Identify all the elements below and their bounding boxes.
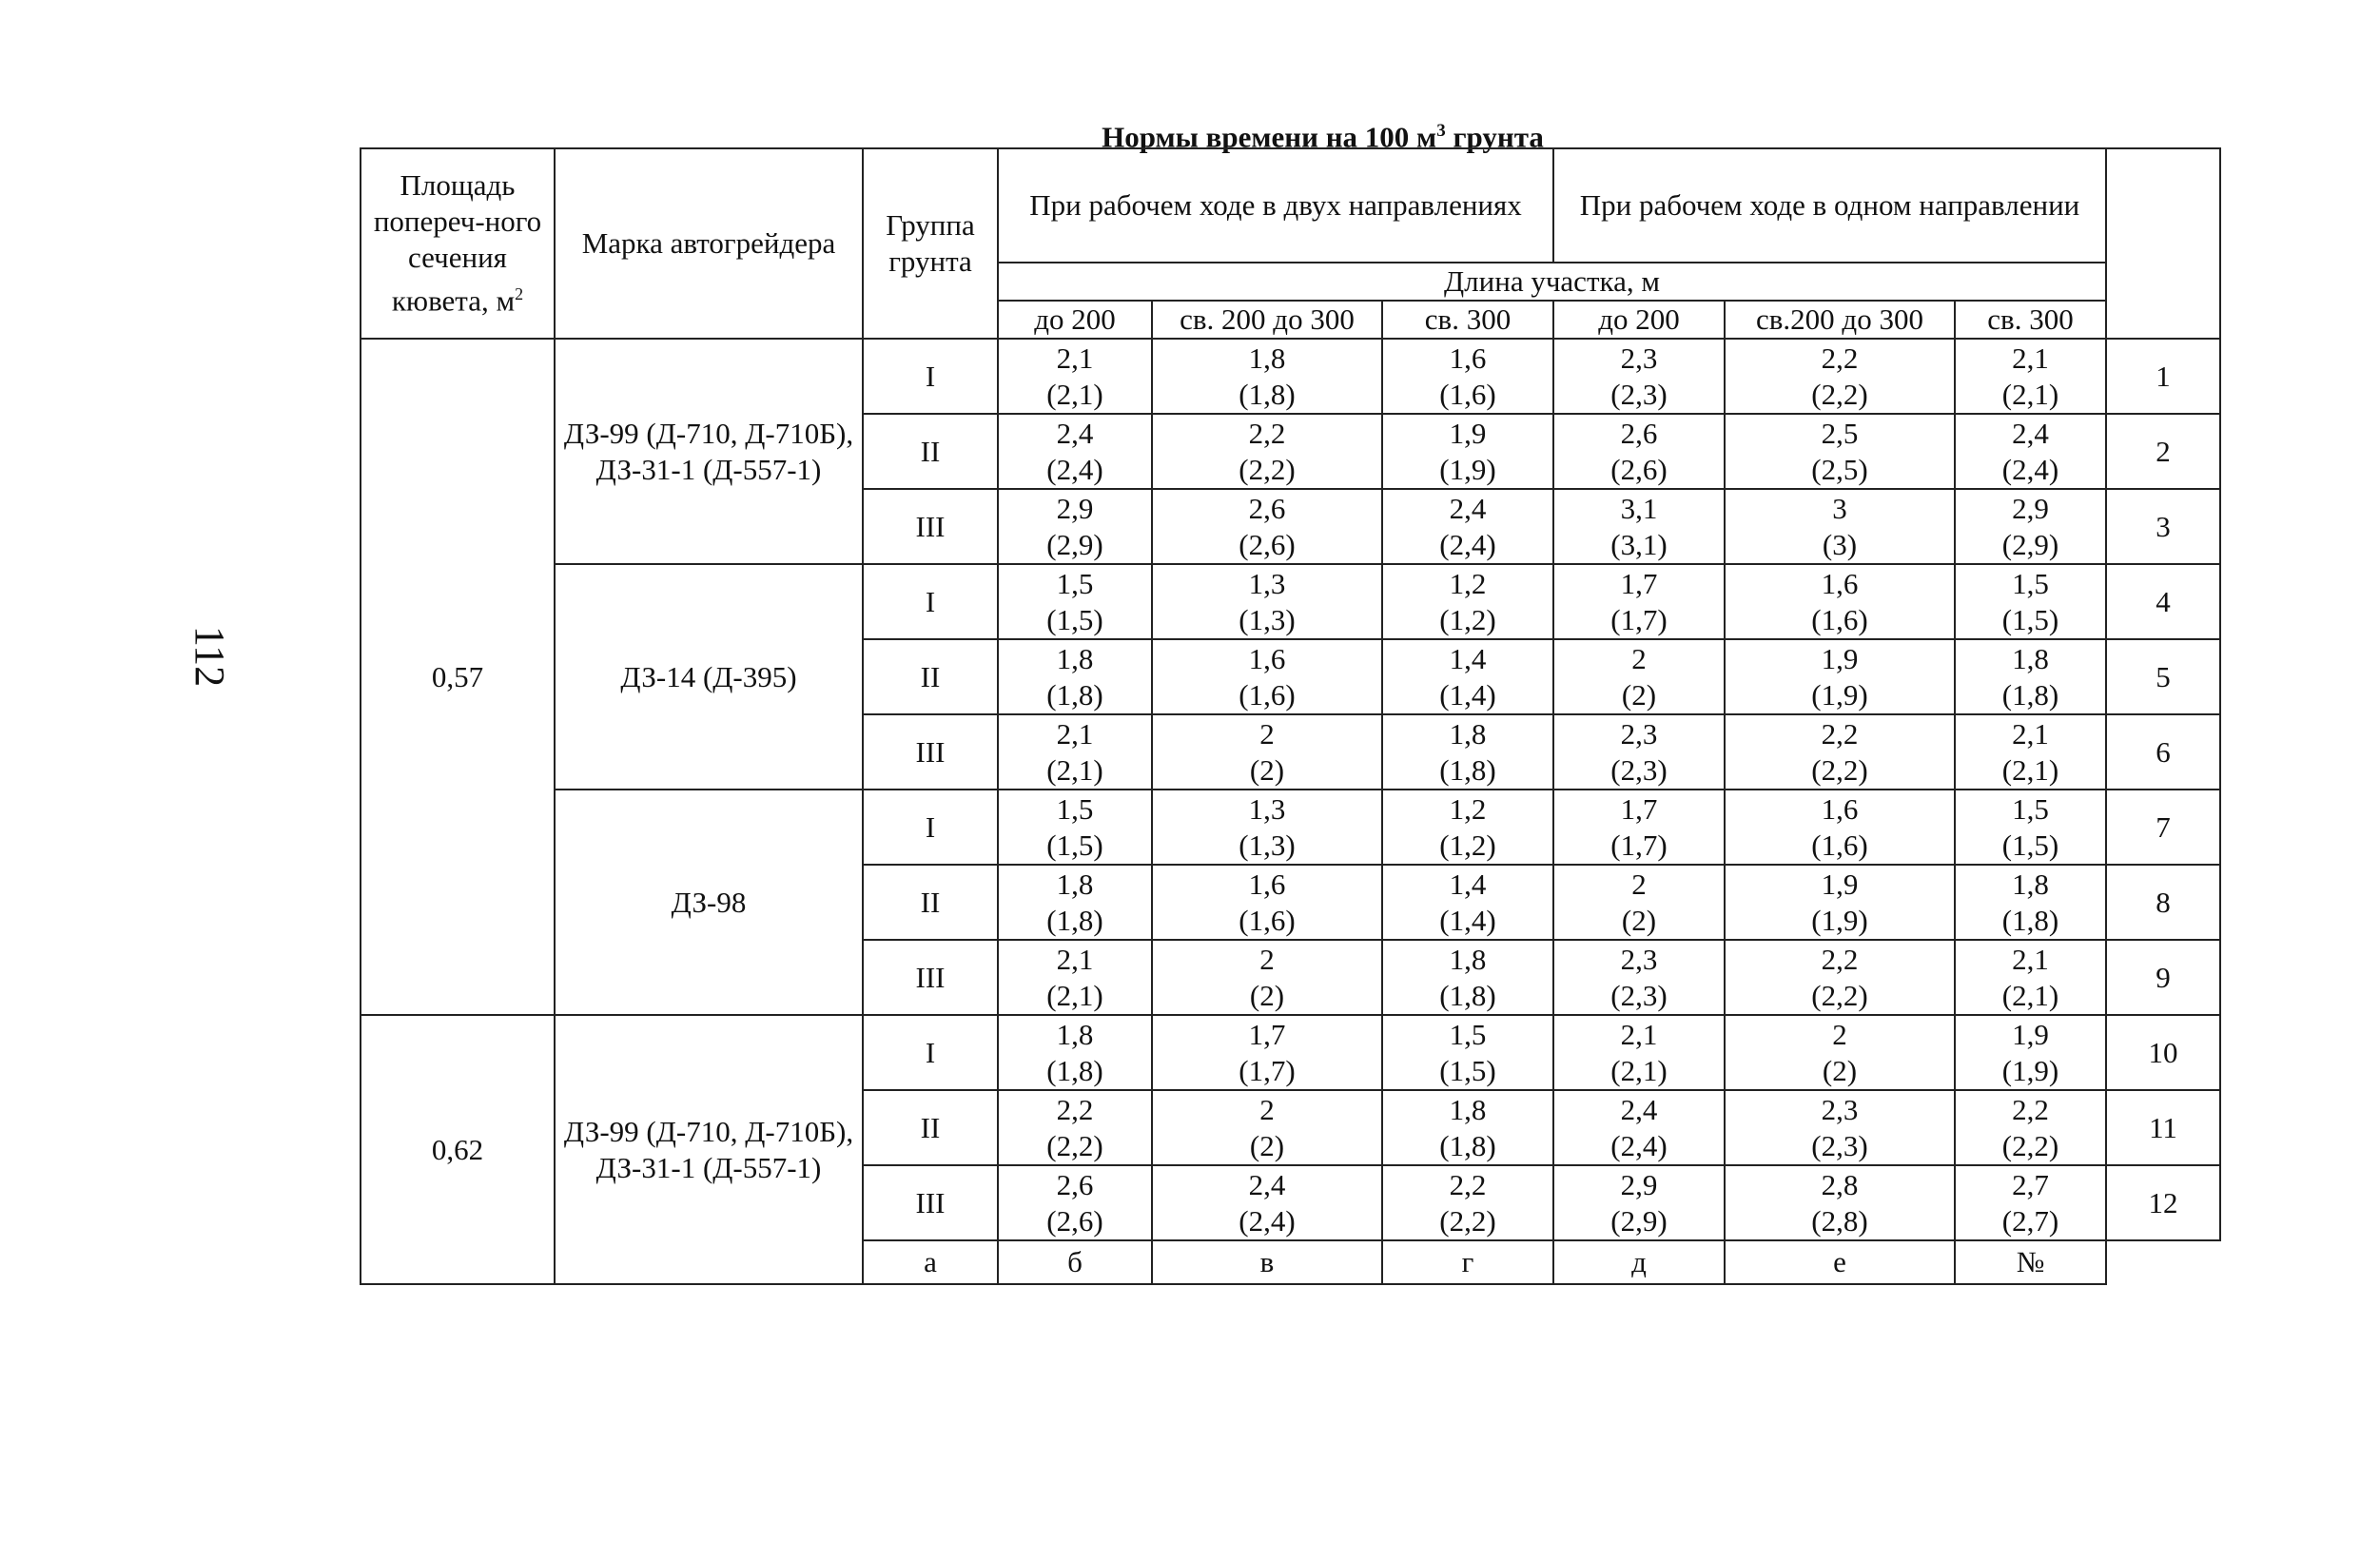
value-cell [1382, 1090, 1553, 1165]
value-paren: (2,4) [1610, 1128, 1668, 1162]
header-row-1 [361, 148, 2220, 263]
value-main: 2,3 [1620, 341, 1658, 375]
group-cell: III [863, 940, 998, 1015]
value-paren: (1,7) [1610, 828, 1668, 862]
value-paren: (2,3) [1610, 377, 1668, 411]
header-sub-6: св. 300 [1955, 301, 2106, 339]
column-letter: д [1553, 1240, 1725, 1284]
value-cell [998, 714, 1152, 790]
value-cell [1725, 339, 1955, 414]
value-cell [1553, 940, 1725, 1015]
group-cell: II [863, 414, 998, 489]
value-main: 2,4 [1248, 1167, 1286, 1201]
table-title-tail: грунта [1445, 120, 1544, 154]
norms-table [360, 147, 2221, 1285]
value-paren: (2,1) [1610, 1053, 1668, 1087]
value-paren: (1,6) [1239, 903, 1296, 937]
value-paren: (2,1) [1046, 377, 1103, 411]
value-cell [1152, 865, 1382, 940]
value-main: 2,2 [1248, 416, 1286, 450]
value-main: 2,2 [1056, 1092, 1094, 1126]
value-main: 1,8 [1056, 1017, 1094, 1051]
value-main: 1,9 [2012, 1017, 2049, 1051]
value-cell [1152, 790, 1382, 865]
value-main: 2,1 [2012, 341, 2049, 375]
value-main: 2 [1259, 942, 1275, 976]
value-paren: (1,3) [1239, 828, 1296, 862]
header-area-text: Площадь попереч-ного сечения кювета, м [373, 168, 542, 318]
value-main: 1,6 [1449, 341, 1487, 375]
value-cell [1152, 1015, 1382, 1090]
value-cell [1725, 790, 1955, 865]
value-paren: (1,9) [2001, 1053, 2059, 1087]
brand-cell: ДЗ-99 (Д-710, Д-710Б), ДЗ-31-1 (Д-557-1) [555, 1015, 863, 1284]
table-title-text: Нормы времени на 100 м [1102, 120, 1437, 154]
value-paren: (2,1) [2001, 377, 2059, 411]
value-main: 2,2 [1821, 716, 1859, 751]
value-paren: (1,5) [1439, 1053, 1496, 1087]
brand-cell: ДЗ-14 (Д-395) [555, 564, 863, 790]
value-cell [1955, 940, 2106, 1015]
value-paren: (2) [1249, 1128, 1285, 1162]
table-title-sup: 3 [1436, 121, 1446, 141]
value-paren: (1,2) [1439, 602, 1496, 636]
value-cell [1725, 1015, 1955, 1090]
value-cell [1553, 414, 1725, 489]
row-number: 10 [2106, 1015, 2220, 1090]
value-paren: (1,8) [1046, 903, 1103, 937]
value-main: 2,1 [1056, 942, 1094, 976]
value-cell [1382, 1165, 1553, 1240]
value-main: 2,1 [1620, 1017, 1658, 1051]
value-main: 2,2 [1449, 1167, 1487, 1201]
value-cell [1152, 339, 1382, 414]
value-paren: (2,2) [1239, 452, 1296, 486]
value-main: 2,2 [1821, 341, 1859, 375]
value-cell [1382, 339, 1553, 414]
value-main: 1,8 [1056, 867, 1094, 901]
value-cell [998, 339, 1152, 414]
value-paren: (1,2) [1439, 828, 1496, 862]
value-main: 2,3 [1620, 716, 1658, 751]
header-area [361, 148, 555, 339]
group-cell: I [863, 564, 998, 639]
value-paren: (2,5) [1811, 452, 1868, 486]
row-number: 9 [2106, 940, 2220, 1015]
value-main: 2,6 [1056, 1167, 1094, 1201]
number-symbol: № [1955, 1240, 2106, 1284]
value-main: 2,2 [1821, 942, 1859, 976]
value-main: 1,5 [1449, 1017, 1487, 1051]
value-main: 2,4 [1056, 416, 1094, 450]
value-main: 2,3 [1620, 942, 1658, 976]
value-cell [998, 489, 1152, 564]
value-cell [1955, 1015, 2106, 1090]
value-main: 1,6 [1248, 867, 1286, 901]
value-cell [1152, 414, 1382, 489]
value-cell [1152, 639, 1382, 714]
column-letter: в [1152, 1240, 1382, 1284]
value-cell [998, 639, 1152, 714]
value-cell [998, 940, 1152, 1015]
value-cell [1955, 414, 2106, 489]
header-number-blank [2106, 148, 2220, 339]
value-cell [1725, 489, 1955, 564]
value-paren: (1,6) [1239, 677, 1296, 712]
value-paren: (1,8) [2001, 903, 2059, 937]
group-cell: II [863, 865, 998, 940]
value-main: 1,8 [1449, 1092, 1487, 1126]
value-paren: (1,4) [1439, 903, 1496, 937]
value-paren: (2,4) [1439, 527, 1496, 561]
value-paren: (1,8) [1239, 377, 1296, 411]
value-paren: (2,3) [1811, 1128, 1868, 1162]
value-cell [1725, 865, 1955, 940]
value-paren: (1,8) [1046, 677, 1103, 712]
value-paren: (2) [1621, 903, 1657, 937]
table-body [361, 148, 2220, 1284]
value-main: 2,1 [2012, 942, 2049, 976]
value-paren: (2,3) [1610, 978, 1668, 1012]
value-main: 2,1 [1056, 341, 1094, 375]
value-cell [998, 865, 1152, 940]
value-paren: (2,9) [2001, 527, 2059, 561]
value-main: 2,5 [1821, 416, 1859, 450]
value-main: 1,8 [1449, 716, 1487, 751]
value-cell [1382, 1015, 1553, 1090]
value-main: 1,2 [1449, 566, 1487, 600]
value-cell [1382, 865, 1553, 940]
value-paren: (1,5) [1046, 602, 1103, 636]
value-main: 1,4 [1449, 641, 1487, 675]
value-cell [1553, 1165, 1725, 1240]
row-number: 2 [2106, 414, 2220, 489]
value-cell [1382, 489, 1553, 564]
header-length: Длина участка, м [998, 263, 2106, 301]
group-cell: I [863, 790, 998, 865]
value-cell [998, 1090, 1152, 1165]
value-cell [1955, 1090, 2106, 1165]
value-paren: (1,7) [1239, 1053, 1296, 1087]
column-letter: е [1725, 1240, 1955, 1284]
page-number: 112 [186, 625, 233, 688]
row-number: 1 [2106, 339, 2220, 414]
column-letter: г [1382, 1240, 1553, 1284]
value-main: 2,4 [1620, 1092, 1658, 1126]
value-cell [1725, 639, 1955, 714]
value-main: 1,9 [1449, 416, 1487, 450]
column-letter: а [863, 1240, 998, 1284]
value-paren: (2) [1621, 677, 1657, 712]
area-cell: 0,62 [361, 1015, 555, 1284]
column-letter: б [998, 1240, 1152, 1284]
value-paren: (2,1) [2001, 978, 2059, 1012]
value-main: 1,8 [2012, 641, 2049, 675]
value-paren: (2,2) [1811, 978, 1868, 1012]
table-row [361, 1015, 2220, 1090]
value-main: 2 [1259, 716, 1275, 751]
value-cell [1725, 414, 1955, 489]
value-cell [1553, 1015, 1725, 1090]
value-main: 1,9 [1821, 867, 1859, 901]
value-cell [1382, 564, 1553, 639]
value-main: 2,9 [1056, 491, 1094, 525]
value-main: 2,3 [1821, 1092, 1859, 1126]
value-main: 1,9 [1821, 641, 1859, 675]
value-cell [998, 790, 1152, 865]
value-cell [1152, 714, 1382, 790]
value-paren: (3,1) [1610, 527, 1668, 561]
table-row [361, 564, 2220, 639]
value-cell [1152, 489, 1382, 564]
value-cell [1955, 564, 2106, 639]
value-main: 1,6 [1821, 566, 1859, 600]
value-paren: (1,6) [1811, 602, 1868, 636]
header-two-directions: При рабочем ходе в двух направлениях [998, 148, 1553, 263]
value-cell [1725, 940, 1955, 1015]
value-paren: (1,4) [1439, 677, 1496, 712]
value-cell [1725, 1090, 1955, 1165]
value-paren: (1,6) [1811, 828, 1868, 862]
value-cell [1382, 940, 1553, 1015]
value-main: 1,3 [1248, 791, 1286, 826]
value-paren: (2,2) [1046, 1128, 1103, 1162]
value-main: 1,5 [2012, 791, 2049, 826]
value-paren: (1,5) [1046, 828, 1103, 862]
value-cell [1553, 564, 1725, 639]
value-paren: (1,9) [1811, 677, 1868, 712]
value-paren: (1,8) [1439, 752, 1496, 787]
value-paren: (1,8) [1439, 1128, 1496, 1162]
value-cell [1553, 339, 1725, 414]
header-sub-5: св.200 до 300 [1725, 301, 1955, 339]
value-cell [1152, 940, 1382, 1015]
value-cell [1382, 414, 1553, 489]
brand-cell: ДЗ-99 (Д-710, Д-710Б), ДЗ-31-1 (Д-557-1) [555, 339, 863, 564]
row-number: 6 [2106, 714, 2220, 790]
value-paren: (2,6) [1239, 527, 1296, 561]
value-main: 1,8 [2012, 867, 2049, 901]
value-paren: (1,8) [1439, 978, 1496, 1012]
value-main: 2,7 [2012, 1167, 2049, 1201]
value-paren: (1,3) [1239, 602, 1296, 636]
group-cell: III [863, 714, 998, 790]
value-main: 2,6 [1620, 416, 1658, 450]
row-number: 5 [2106, 639, 2220, 714]
area-cell: 0,57 [361, 339, 555, 1015]
value-cell [1955, 865, 2106, 940]
value-main: 2,9 [2012, 491, 2049, 525]
value-cell [1382, 714, 1553, 790]
value-paren: (2,1) [2001, 752, 2059, 787]
header-area-sup: 2 [515, 284, 524, 304]
value-main: 1,4 [1449, 867, 1487, 901]
value-main: 1,7 [1248, 1017, 1286, 1051]
value-cell [998, 414, 1152, 489]
row-number: 12 [2106, 1165, 2220, 1240]
value-cell [1152, 1165, 1382, 1240]
value-paren: (2) [1822, 1053, 1858, 1087]
value-paren: (2,1) [1046, 978, 1103, 1012]
value-paren: (1,5) [2001, 602, 2059, 636]
value-cell [1955, 489, 2106, 564]
value-cell [1382, 790, 1553, 865]
header-group: Группа грунта [863, 148, 998, 339]
value-cell [1553, 1090, 1725, 1165]
value-cell [1152, 564, 1382, 639]
value-paren: (2,7) [2001, 1203, 2059, 1238]
value-cell [1152, 1090, 1382, 1165]
value-cell [1382, 639, 1553, 714]
value-cell [998, 564, 1152, 639]
value-cell [1725, 564, 1955, 639]
value-paren: (2,4) [1239, 1203, 1296, 1238]
value-main: 2,4 [1449, 491, 1487, 525]
value-main: 1,5 [2012, 566, 2049, 600]
value-main: 1,6 [1248, 641, 1286, 675]
value-paren: (2,4) [2001, 452, 2059, 486]
row-number: 8 [2106, 865, 2220, 940]
value-paren: (2,9) [1610, 1203, 1668, 1238]
value-main: 2,4 [2012, 416, 2049, 450]
value-main: 2 [1631, 867, 1647, 901]
value-main: 2 [1832, 1017, 1847, 1051]
value-main: 3,1 [1620, 491, 1658, 525]
value-paren: (1,9) [1811, 903, 1868, 937]
value-paren: (2,1) [1046, 752, 1103, 787]
row-number: 11 [2106, 1090, 2220, 1165]
value-cell [1553, 714, 1725, 790]
value-paren: (1,7) [1610, 602, 1668, 636]
row-number: 3 [2106, 489, 2220, 564]
value-main: 3 [1832, 491, 1847, 525]
table-row [361, 790, 2220, 865]
value-main: 2,6 [1248, 491, 1286, 525]
header-brand: Марка автогрейдера [555, 148, 863, 339]
value-main: 1,3 [1248, 566, 1286, 600]
value-paren: (2,6) [1610, 452, 1668, 486]
header-sub-2: св. 200 до 300 [1152, 301, 1382, 339]
header-one-direction: При рабочем ходе в одном направлении [1553, 148, 2106, 263]
value-main: 1,8 [1248, 341, 1286, 375]
value-cell [1553, 865, 1725, 940]
value-cell [1725, 714, 1955, 790]
value-cell [998, 1015, 1152, 1090]
row-number: 4 [2106, 564, 2220, 639]
value-paren: (2) [1249, 752, 1285, 787]
value-paren: (2,3) [1610, 752, 1668, 787]
header-sub-1: до 200 [998, 301, 1152, 339]
value-main: 2 [1631, 641, 1647, 675]
value-paren: (1,5) [2001, 828, 2059, 862]
value-paren: (1,9) [1439, 452, 1496, 486]
value-cell [998, 1165, 1152, 1240]
value-paren: (2,2) [2001, 1128, 2059, 1162]
value-main: 1,2 [1449, 791, 1487, 826]
value-cell [1553, 639, 1725, 714]
value-main: 2 [1259, 1092, 1275, 1126]
brand-cell: ДЗ-98 [555, 790, 863, 1015]
row-number: 7 [2106, 790, 2220, 865]
value-cell [1955, 714, 2106, 790]
value-paren: (2,9) [1046, 527, 1103, 561]
value-paren: (1,8) [2001, 677, 2059, 712]
value-cell [1553, 489, 1725, 564]
group-cell: I [863, 339, 998, 414]
header-sub-3: св. 300 [1382, 301, 1553, 339]
value-paren: (1,6) [1439, 377, 1496, 411]
value-cell [1955, 1165, 2106, 1240]
value-main: 2,9 [1620, 1167, 1658, 1201]
table-row [361, 339, 2220, 414]
value-paren: (2) [1249, 978, 1285, 1012]
value-main: 2,2 [2012, 1092, 2049, 1126]
value-cell [1725, 1165, 1955, 1240]
value-main: 2,8 [1821, 1167, 1859, 1201]
value-main: 1,7 [1620, 566, 1658, 600]
group-cell: III [863, 489, 998, 564]
value-paren: (2,8) [1811, 1203, 1868, 1238]
value-paren: (2,2) [1811, 752, 1868, 787]
group-cell: II [863, 1090, 998, 1165]
group-cell: II [863, 639, 998, 714]
value-paren: (2,2) [1439, 1203, 1496, 1238]
value-main: 1,8 [1449, 942, 1487, 976]
value-cell [1553, 790, 1725, 865]
value-main: 1,5 [1056, 566, 1094, 600]
group-cell: III [863, 1165, 998, 1240]
value-cell [1955, 339, 2106, 414]
value-main: 2,1 [2012, 716, 2049, 751]
value-main: 2,1 [1056, 716, 1094, 751]
value-paren: (2,2) [1811, 377, 1868, 411]
value-main: 1,6 [1821, 791, 1859, 826]
header-sub-4: до 200 [1553, 301, 1725, 339]
value-main: 1,5 [1056, 791, 1094, 826]
value-paren: (1,8) [1046, 1053, 1103, 1087]
group-cell: I [863, 1015, 998, 1090]
value-cell [1955, 639, 2106, 714]
value-cell [1955, 790, 2106, 865]
value-paren: (2,6) [1046, 1203, 1103, 1238]
value-main: 1,7 [1620, 791, 1658, 826]
value-paren: (3) [1822, 527, 1858, 561]
value-main: 1,8 [1056, 641, 1094, 675]
value-paren: (2,4) [1046, 452, 1103, 486]
